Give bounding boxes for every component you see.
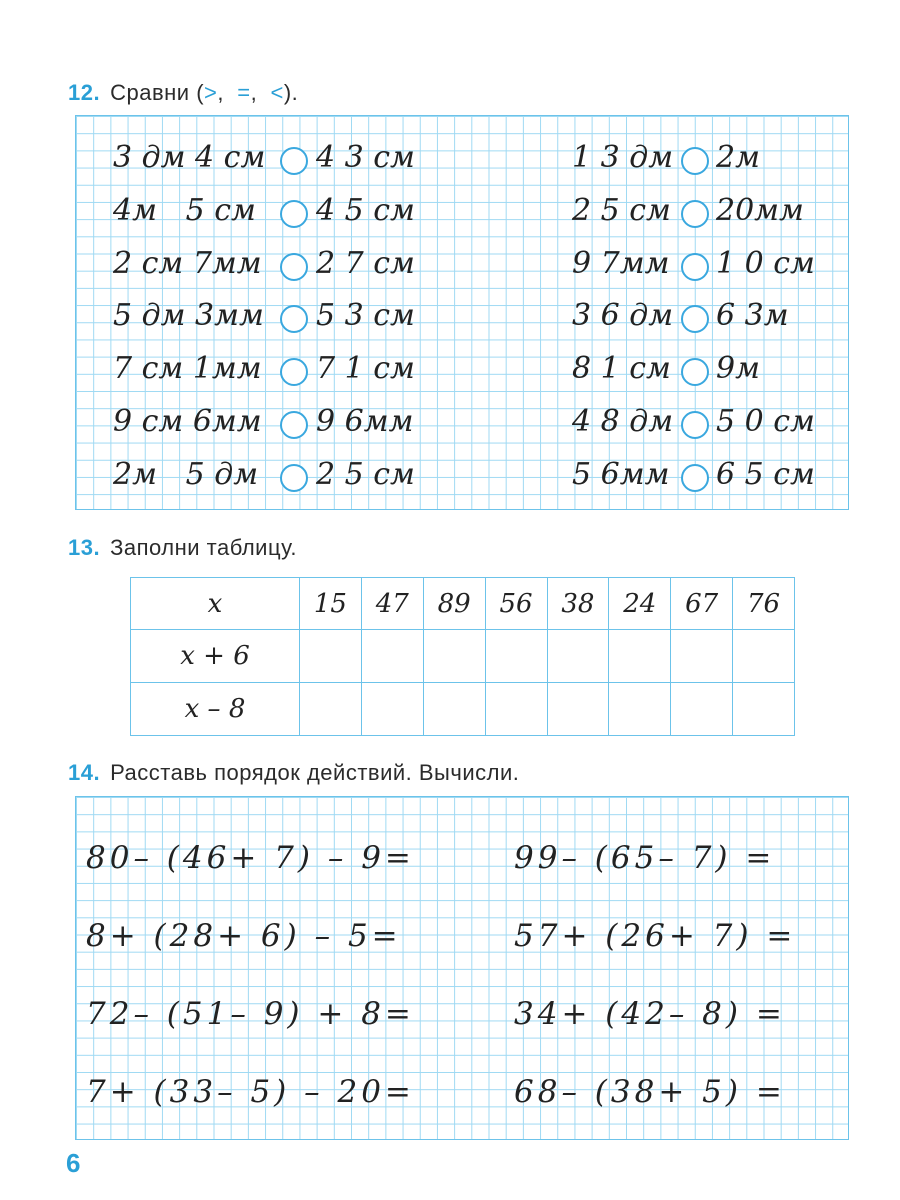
row-label-x: x xyxy=(131,578,300,630)
row-label-x-plus-6: x + 6 xyxy=(131,630,300,683)
compare-circle[interactable] xyxy=(280,358,308,386)
compare-right-a: 9 7мм xyxy=(572,246,670,281)
answer-cell[interactable] xyxy=(300,630,362,683)
answer-cell[interactable] xyxy=(733,630,795,683)
task-text: Заполни таблицу. xyxy=(110,535,297,560)
compare-left-b: 5 3 см xyxy=(316,298,415,333)
answer-cell[interactable] xyxy=(547,630,609,683)
row-label-x-minus-8: x – 8 xyxy=(131,683,300,736)
answer-cell[interactable] xyxy=(361,683,423,736)
task-number: 14. xyxy=(68,760,101,785)
task-12-title xyxy=(68,80,298,106)
compare-right-a: 5 6мм xyxy=(572,457,670,492)
compare-circle[interactable] xyxy=(681,411,709,439)
x-value: 38 xyxy=(547,578,609,630)
page-number: 6 xyxy=(66,1148,81,1178)
separator: , xyxy=(217,80,225,105)
compare-right-b: 2м xyxy=(716,140,760,175)
x-value: 56 xyxy=(485,578,547,630)
compare-left-b: 4 3 см xyxy=(316,140,415,175)
task-text: Сравни ( xyxy=(110,80,205,105)
compare-right-a: 2 5 см xyxy=(572,193,671,228)
compare-left-a: 7 см 1мм xyxy=(113,351,262,386)
answer-cell[interactable] xyxy=(733,683,795,736)
compare-circle[interactable] xyxy=(681,147,709,175)
expression-left: 72– (51– 9) + 8= xyxy=(86,996,415,1032)
compare-circle[interactable] xyxy=(681,464,709,492)
compare-right-b: 9м xyxy=(716,351,760,386)
x-value: 47 xyxy=(361,578,423,630)
answer-cell[interactable] xyxy=(300,683,362,736)
expression-left: 80– (46+ 7) – 9= xyxy=(86,840,415,876)
x-value: 15 xyxy=(300,578,362,630)
less-symbol: < xyxy=(270,80,284,105)
answer-cell[interactable] xyxy=(485,683,547,736)
task-text-tail: ). xyxy=(283,80,299,105)
compare-circle[interactable] xyxy=(681,358,709,386)
compare-left-a: 5 дм 3мм xyxy=(113,298,264,333)
compare-right-a: 3 6 дм xyxy=(572,298,674,333)
x-value: 24 xyxy=(609,578,671,630)
compare-circle[interactable] xyxy=(280,411,308,439)
answer-cell[interactable] xyxy=(609,630,671,683)
expression-right: 34+ (42– 8) = xyxy=(514,996,786,1032)
compare-circle[interactable] xyxy=(280,305,308,333)
separator: , xyxy=(250,80,258,105)
compare-circle[interactable] xyxy=(681,305,709,333)
compare-left-b: 7 1 см xyxy=(316,351,415,386)
compare-circle[interactable] xyxy=(681,253,709,281)
task-14-title xyxy=(68,760,519,786)
compare-left-b: 4 5 см xyxy=(316,193,415,228)
answer-cell[interactable] xyxy=(609,683,671,736)
fill-table xyxy=(130,577,795,736)
compare-right-a: 4 8 дм xyxy=(572,404,674,439)
answer-cell[interactable] xyxy=(361,630,423,683)
compare-right-b: 5 0 см xyxy=(716,404,815,439)
compare-left-a: 4м 5 см xyxy=(113,193,256,228)
compare-left-a: 2 см 7мм xyxy=(113,246,262,281)
compare-right-b: 1 0 см xyxy=(716,246,815,281)
expression-right: 68– (38+ 5) = xyxy=(514,1074,786,1110)
expression-right: 57+ (26+ 7) = xyxy=(514,918,797,954)
compare-left-a: 3 дм 4 см xyxy=(113,140,266,175)
task-text: Расставь порядок действий. Вычисли. xyxy=(110,760,520,785)
greater-symbol: > xyxy=(204,80,218,105)
equal-symbol: = xyxy=(237,80,251,105)
compare-left-a: 2м 5 дм xyxy=(113,457,259,492)
answer-cell[interactable] xyxy=(485,630,547,683)
compare-left-b: 2 7 см xyxy=(316,246,415,281)
compare-circle[interactable] xyxy=(681,200,709,228)
compare-circle[interactable] xyxy=(280,200,308,228)
compare-right-b: 6 5 см xyxy=(716,457,815,492)
answer-cell[interactable] xyxy=(423,683,485,736)
compare-left-b: 9 6мм xyxy=(316,404,414,439)
compare-right-a: 1 3 дм xyxy=(572,140,674,175)
compare-right-b: 6 3м xyxy=(716,298,789,333)
compare-left-a: 9 см 6мм xyxy=(113,404,262,439)
task-13-title xyxy=(68,535,297,561)
answer-cell[interactable] xyxy=(547,683,609,736)
compare-circle[interactable] xyxy=(280,147,308,175)
compare-left-b: 2 5 см xyxy=(316,457,415,492)
task-number: 13. xyxy=(68,535,101,560)
x-value: 89 xyxy=(423,578,485,630)
expression-right: 99– (65– 7) = xyxy=(514,840,776,876)
answer-cell[interactable] xyxy=(671,683,733,736)
compare-right-a: 8 1 см xyxy=(572,351,671,386)
task-number: 12. xyxy=(68,80,101,105)
expression-left: 7+ (33– 5) – 20= xyxy=(86,1074,415,1110)
answer-cell[interactable] xyxy=(671,630,733,683)
compare-circle[interactable] xyxy=(280,253,308,281)
expression-left: 8+ (28+ 6) – 5= xyxy=(86,918,402,954)
compare-circle[interactable] xyxy=(280,464,308,492)
answer-cell[interactable] xyxy=(423,630,485,683)
x-value: 67 xyxy=(671,578,733,630)
x-value: 76 xyxy=(733,578,795,630)
compare-right-b: 20мм xyxy=(716,193,804,228)
